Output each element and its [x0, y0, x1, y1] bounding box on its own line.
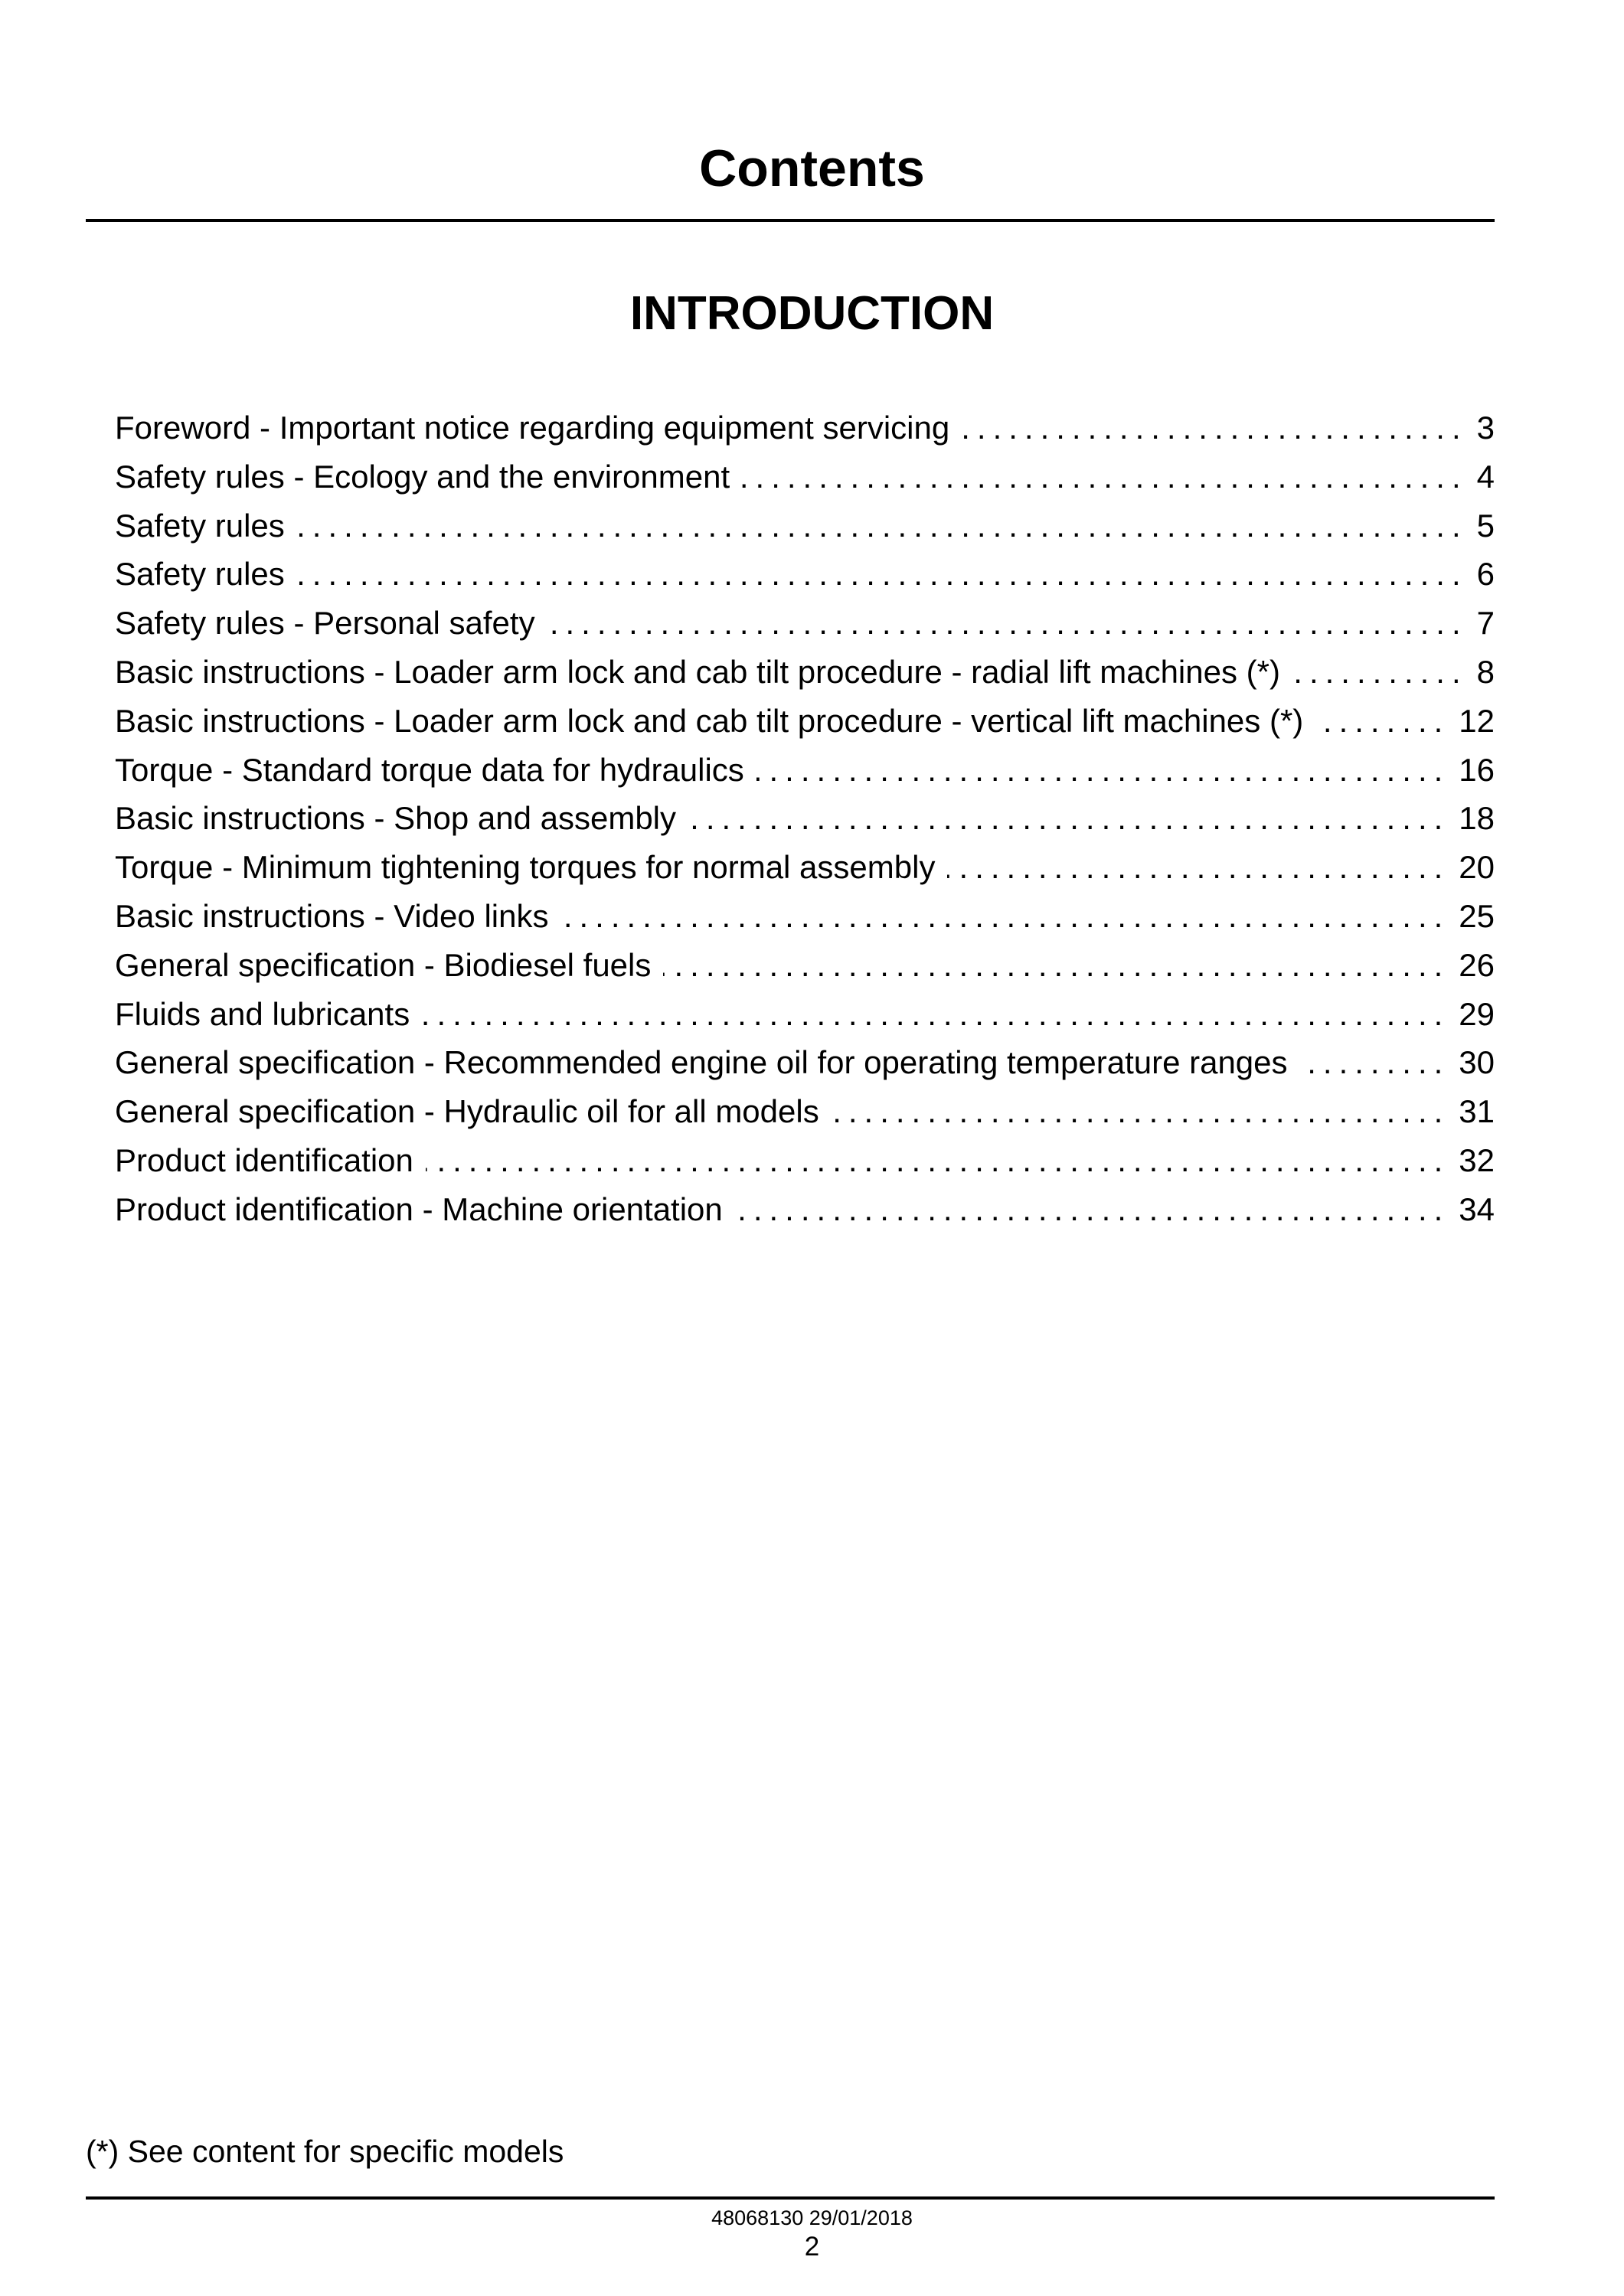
toc-entry-title: General specification - Biodiesel fuels: [115, 946, 652, 983]
toc-dot-leader: [663, 941, 1449, 990]
toc-dot-leader: [962, 403, 1467, 452]
toc-dot-leader: [832, 1087, 1450, 1136]
toc-entry-page: 12: [1459, 702, 1495, 739]
toc-entry[interactable]: [115, 550, 1495, 599]
toc-entry-page: 29: [1459, 995, 1495, 1032]
toc-entry-title: Product identification: [115, 1141, 413, 1178]
toc-entry-title: Basic instructions - Shop and assembly: [115, 800, 677, 837]
toc-entry-title: Basic instructions - Loader arm lock and cab tilt procedure - radial lift machines (*): [115, 653, 1280, 690]
toc-entry[interactable]: [115, 501, 1495, 550]
toc-entry-page: 5: [1476, 507, 1495, 544]
toc-entry-page: 7: [1476, 605, 1495, 642]
table-of-contents: [115, 403, 1495, 1234]
toc-entry[interactable]: [115, 452, 1495, 501]
toc-entry-title: Foreword - Important notice regarding equipment servicing: [115, 410, 950, 446]
toc-entry-title: Product identification - Machine orientation: [115, 1190, 723, 1227]
toc-entry-page: 16: [1459, 751, 1495, 788]
toc-dot-leader: [1300, 1038, 1450, 1087]
toc-dot-leader: [422, 990, 1449, 1039]
toc-entry[interactable]: [115, 403, 1495, 452]
toc-entry-title: Fluids and lubricants: [115, 995, 410, 1032]
toc-entry[interactable]: [115, 843, 1495, 892]
toc-entry-page: 8: [1476, 653, 1495, 690]
toc-entry-title: Basic instructions - Video links: [115, 897, 549, 934]
toc-entry-page: 4: [1476, 458, 1495, 495]
toc-entry-page: 31: [1459, 1093, 1495, 1130]
toc-entry-page: 30: [1459, 1044, 1495, 1081]
toc-entry-page: 3: [1476, 410, 1495, 446]
toc-dot-leader: [1292, 648, 1468, 697]
toc-dot-leader: [297, 550, 1468, 599]
toc-entry[interactable]: [115, 794, 1495, 843]
toc-dot-leader: [547, 599, 1468, 648]
toc-entry-page: 18: [1459, 800, 1495, 837]
toc-dot-leader: [742, 452, 1468, 501]
toc-dot-leader: [756, 746, 1449, 795]
toc-dot-leader: [947, 843, 1449, 892]
toc-entry-title: General specification - Hydraulic oil for all models: [115, 1093, 819, 1130]
toc-entry[interactable]: [115, 746, 1495, 795]
toc-entry[interactable]: [115, 892, 1495, 941]
toc-entry-page: 20: [1459, 849, 1495, 886]
toc-entry[interactable]: [115, 1038, 1495, 1087]
toc-entry-title: Torque - Minimum tightening torques for normal assembly: [115, 849, 936, 886]
toc-entry[interactable]: [115, 1136, 1495, 1185]
toc-dot-leader: [426, 1136, 1449, 1185]
toc-entry[interactable]: [115, 941, 1495, 990]
toc-entry-title: General specification - Recommended engine oil for operating temperature ranges: [115, 1044, 1288, 1081]
toc-entry[interactable]: [115, 599, 1495, 648]
toc-entry-page: 32: [1459, 1141, 1495, 1178]
toc-dot-leader: [1315, 697, 1449, 746]
section-title: INTRODUCTION: [629, 287, 995, 340]
toc-entry-title: Safety rules: [115, 556, 285, 593]
document-id: 48068130 29/01/2018: [711, 2206, 913, 2229]
top-divider: [86, 219, 1495, 222]
toc-entry-page: 25: [1459, 897, 1495, 934]
toc-entry[interactable]: [115, 990, 1495, 1039]
toc-entry[interactable]: [115, 648, 1495, 697]
toc-dot-leader: [688, 794, 1449, 843]
toc-entry-title: Safety rules - Ecology and the environment: [115, 458, 730, 495]
toc-entry-page: 34: [1459, 1190, 1495, 1227]
toc-entry[interactable]: [115, 1185, 1495, 1234]
toc-entry-title: Basic instructions - Loader arm lock and cab tilt procedure - vertical lift machines (*): [115, 702, 1304, 739]
page-number: 2: [804, 2232, 820, 2262]
toc-dot-leader: [297, 501, 1468, 550]
toc-entry-page: 6: [1476, 556, 1495, 593]
toc-entry-title: Safety rules - Personal safety: [115, 605, 535, 642]
toc-entry[interactable]: [115, 697, 1495, 746]
toc-entry-page: 26: [1459, 946, 1495, 983]
toc-entry-title: Safety rules: [115, 507, 285, 544]
toc-dot-leader: [735, 1185, 1450, 1234]
toc-dot-leader: [560, 892, 1449, 941]
toc-entry[interactable]: [115, 1087, 1495, 1136]
toc-entry-title: Torque - Standard torque data for hydraulics: [115, 751, 744, 788]
page-title: Contents: [699, 139, 925, 198]
footnote: (*) See content for specific models: [86, 2134, 564, 2169]
bottom-divider: [86, 2196, 1495, 2200]
